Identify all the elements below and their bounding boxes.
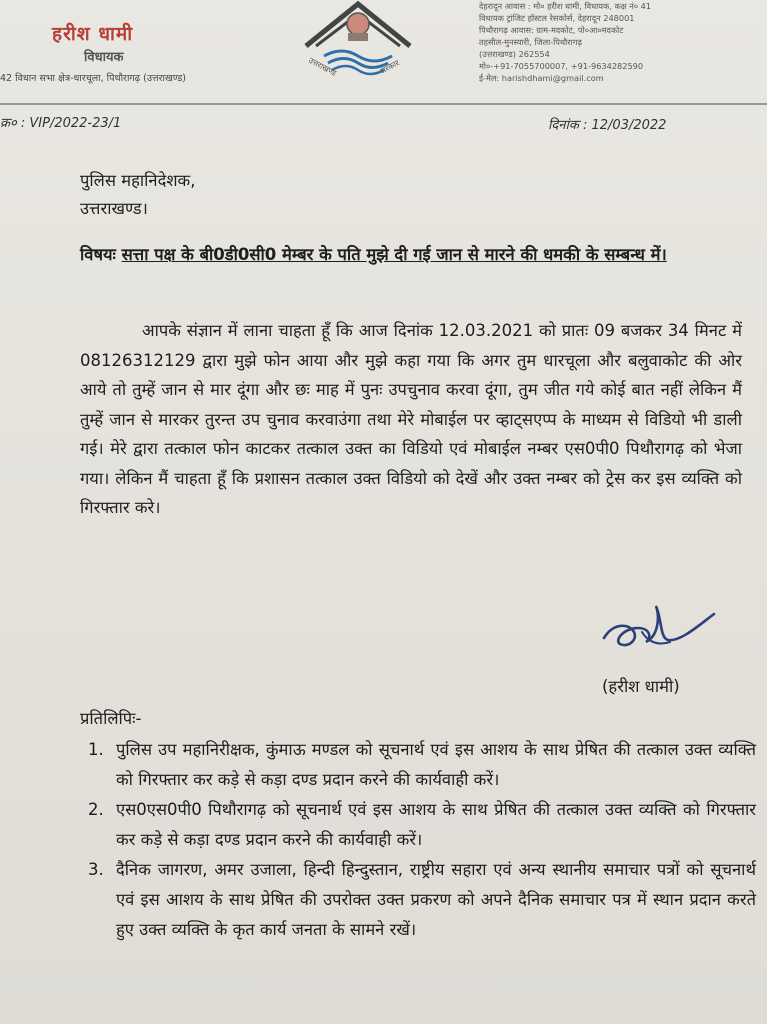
letterhead-address [479,0,767,84]
reference-value: VIP/2022-23/1 [29,116,122,131]
addressee-line: पुलिस महानिदेशक, [80,171,196,190]
list-item-number: 3. [88,860,104,879]
list-item [88,795,756,855]
address-line: विधायक ट्रांजिट हॉस्टल रेसकोर्स, देहरादून 248001 [479,13,635,23]
subject [80,240,740,270]
signature-icon [598,598,718,656]
list-item [88,855,756,945]
subject-label: विषयः [80,245,116,264]
subject-text: सत्ता पक्ष के बी0डी0सी0 मेम्बर के पति मुझे दी गई जान से मारने की धमकी के सम्बन्ध में। [121,245,667,264]
list-item-number: 2. [88,800,104,819]
letterhead-divider [0,103,767,105]
letterhead-name: हरीश धामी [52,23,134,45]
copy-to-label: प्रतिलिपिः- [80,709,142,728]
uttarakhand-emblem-icon [302,0,414,80]
signatory-name: (हरीश धामी) [602,677,680,696]
emblem-text-right: सरकार [378,58,401,76]
addressee [80,167,195,223]
address-line: देहरादून आवास : मो० हरीश धामी, विधायक, कक्ष नं० 41 [479,1,652,11]
list-item-text: एस0एस0पी0 पिथौरागढ़ को सूचनार्थ एवं इस आशय के साथ प्रेषित की तत्काल उक्त व्यक्ति को गिरफ्तार कर कड़े से कड़ा दण्ड प्रदान करने की कार्यवाही करें। [116,800,756,849]
address-line: मो०-+91-7055700007, +91-9634282590 [479,61,644,71]
copy-to-list [88,735,756,945]
letterhead-title: विधायक [84,50,124,65]
address-line: ई-मेल: harishdhami@gmail.com [479,73,604,83]
address-line: (उत्तराखण्ड) 262554 [479,49,550,59]
date-value: 12/03/2022 [591,118,667,133]
date-label: दिनांक : [548,118,588,133]
letterhead-constituency: 42 विधान सभा क्षेत्र-धारचूला, पिथौरागढ़ (उत्तराखण्ड) [0,73,187,84]
list-item-number: 1. [88,740,104,759]
addressee-line: उत्तराखण्ड। [80,199,148,218]
emblem-text-left: उत्तराखण्ड [307,55,338,78]
reference-number [0,113,121,131]
list-item [88,735,756,795]
list-item-text: दैनिक जागरण, अमर उजाला, हिन्दी हिन्दुस्तान, राष्ट्रीय सहारा एवं अन्य स्थानीय समाचार पत्रों को सूचनार्थ एवं इस आशय के साथ प्रेषित की उपरोक्त उक्त प्रकरण को अपने दैनिक समाचार पत्र में स्थान प्रदान करते हुए उक्त व्यक्ति के कृत कार्य जनता के सामने रखें। [116,860,756,939]
letter-date [548,115,666,133]
body-paragraph: आपके संज्ञान में लाना चाहता हूँ कि आज दिनांक 12.03.2021 को प्रातः 09 बजकर 34 मिनट में 08126312129 द्वारा मुझे फोन आया और मुझे कहा गया कि अगर तुम धारचूला और बलुवाकोट की ओर आये तो तुम्हें जान से मार दूंगा और छः माह में पुनः उपचुनाव करवा दूंगा, तुम जीत गये कोई बात नहीं लेकिन मैं तुम्हें जान से मारकर तुरन्त उप चुनाव करवाउंगा तथा मेरे मोबाईल पर व्हाट्सएप्प के माध्यम से विडियो भी डाली गई। मेरे द्वारा तत्काल फोन काटकर तत्काल उक्त का विडियो एवं मोबाईल नम्बर एस0पी0 पिथौरागढ़ को भेजा गया। लेकिन मैं चाहता हूँ कि प्रशासन तत्काल उक्त विडियो को देखें और उक्त नम्बर को ट्रेस कर इस व्यक्ति को गिरफ्तार करे। [80,321,742,517]
address-line: तहसील-मुनस्यारी, जिला-पिथौरागढ़ [479,37,582,47]
list-item-text: पुलिस उप महानिरीक्षक, कुंमाऊ मण्डल को सूचनार्थ एवं इस आशय के साथ प्रेषित की तत्काल उक्त व्यक्ति को गिरफ्तार कर कड़े से कड़ा दण्ड प्रदान करने की कार्यवाही करें। [116,740,756,789]
reference-label: क्र० : [0,116,26,131]
address-line: पिथौरागढ़ आवास: ग्राम-मदकोट, पो०आ०मदकोट [479,25,624,35]
